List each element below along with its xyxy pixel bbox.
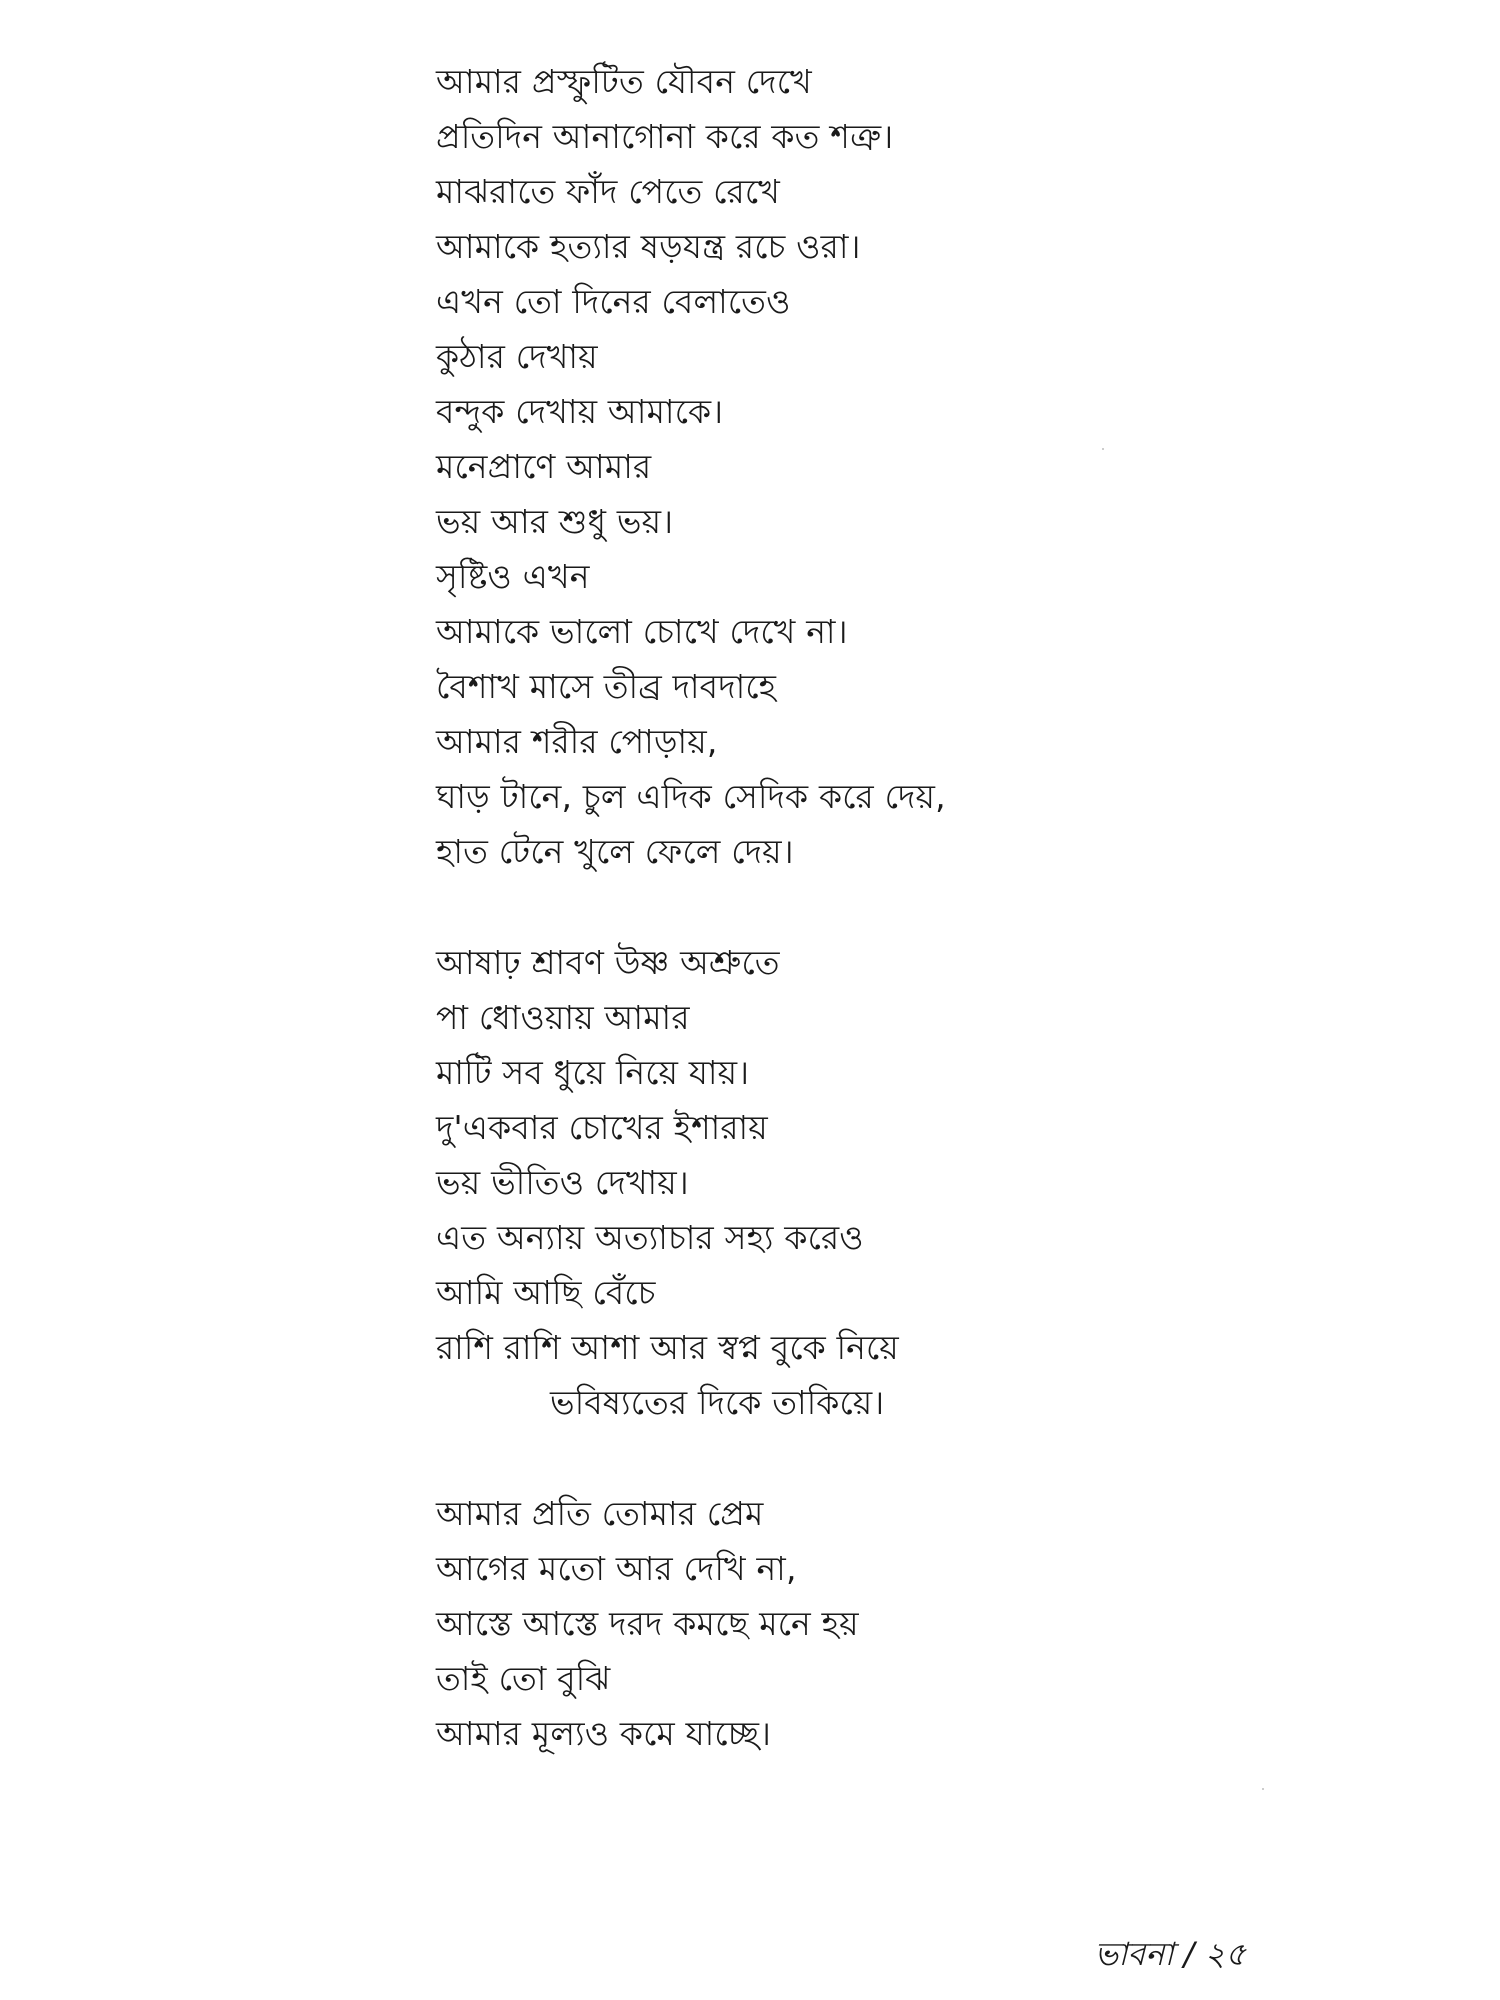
footer-separator: / [1183,1935,1195,1973]
poem-line: আমি আছি বেঁচে [436,1273,656,1312]
poem-body [436,54,1436,1761]
poem-line: এত অন্যায় অত্যাচার সহ্য করেও [436,1218,864,1257]
scan-speck [1102,448,1104,450]
poem-line: সৃষ্টিও এখন [436,557,590,596]
poem-line: আমার প্রতি তোমার প্রেম [436,1494,764,1533]
poem-line: আমার শরীর পোড়ায়, [436,722,718,761]
poem-line: আমার প্রস্ফুটিত যৌবন দেখে [436,62,812,101]
poem-line-indented: ভবিষ্যতের দিকে তাকিয়ে। [550,1383,885,1422]
poem-line: কুঠার দেখায় [436,337,598,376]
poem-line: বৈশাখ মাসে তীব্র দাবদাহে [436,667,777,706]
poem-line: দু'একবার চোখের ইশারায় [436,1108,768,1147]
poem-line: আস্তে আস্তে দরদ কমছে মনে হয় [436,1604,859,1643]
scan-speck [1262,1788,1264,1790]
poem-line: রাশি রাশি আশা আর স্বপ্ন বুকে নিয়ে [436,1328,899,1367]
poem-line: পা ধোওয়ায় আমার [436,998,690,1037]
poem-line: মনেপ্রাণে আমার [436,447,652,486]
poem-line: তাই তো বুঝি [436,1659,611,1698]
stanza-3 [436,1486,1436,1761]
poem-line: ঘাড় টানে, চুল এদিক সেদিক করে দেয়, [436,777,946,816]
poem-line: আমাকে হত্যার ষড়যন্ত্র রচে ওরা। [436,227,861,266]
poem-line: মাটি সব ধুয়ে নিয়ে যায়। [436,1053,750,1092]
stanza-2 [436,935,1436,1430]
stanza-1 [436,54,1436,879]
poem-line: আমাকে ভালো চোখে দেখে না। [436,612,848,651]
poem-line: মাঝরাতে ফাঁদ পেতে রেখে [436,172,780,211]
poem-line: ভয় আর শুধু ভয়। [436,502,674,541]
page-number: ২৫ [1204,1935,1246,1973]
poem-line: হাত টেনে খুলে ফেলে দেয়। [436,832,794,871]
poem-line: প্রতিদিন আনাগোনা করে কত শত্রু। [436,117,894,156]
page-footer [1094,1934,1246,1974]
poem-line: এখন তো দিনের বেলাতেও [436,282,791,321]
poem-line: আমার মূল্যও কমে যাচ্ছে। [436,1714,772,1753]
poem-line: ভয় ভীতিও দেখায়। [436,1163,689,1202]
poem-line: আগের মতো আর দেখি না, [436,1549,797,1588]
book-title: ভাবনা [1094,1935,1174,1973]
poem-line: বন্দুক দেখায় আমাকে। [436,392,724,431]
poem-line: আষাঢ় শ্রাবণ উষ্ণ অশ্রুতে [436,943,780,982]
